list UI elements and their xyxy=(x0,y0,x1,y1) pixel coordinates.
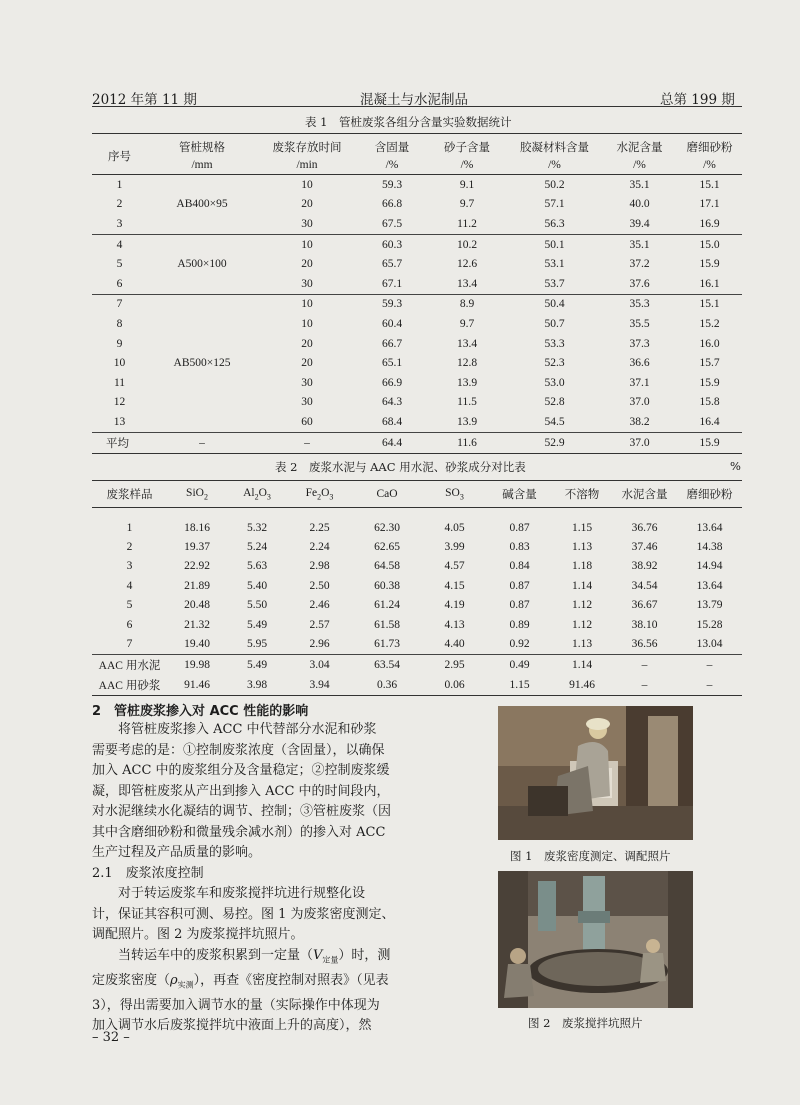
table1-header-unit: /% xyxy=(633,159,646,171)
table1-average-cell: – xyxy=(147,432,257,453)
table2-cell: 36.56 xyxy=(631,638,658,651)
table1-cell: 30 xyxy=(301,217,313,230)
table1-average-cell: 15.9 xyxy=(677,432,742,453)
table1-cell: 7 xyxy=(92,294,147,314)
table1-caption: 表 1 管桩废浆各组分含量实验数据统计 xyxy=(305,115,512,129)
table1-average-cell: 37.0 xyxy=(602,432,677,453)
table2-cell: 4.05 xyxy=(444,521,465,534)
table1-cell: 16.1 xyxy=(699,277,720,290)
table-row xyxy=(92,294,742,314)
header-total-issue: 总第 199 期 xyxy=(660,92,735,108)
table1-cell: 67.5 xyxy=(381,217,403,230)
table1-header-cell: 含固量 xyxy=(374,142,410,154)
table2-cell: – xyxy=(641,678,648,691)
table1-cell: 13.9 xyxy=(456,376,478,389)
table1-header-unit: /mm xyxy=(191,159,213,171)
table1-cell: 65.7 xyxy=(381,258,403,271)
table2-cell: – xyxy=(612,654,677,675)
table2-cell: 1.13 xyxy=(571,638,593,651)
table2-cell: 14.38 xyxy=(696,541,723,554)
table1 xyxy=(92,133,742,454)
table2-cell: – xyxy=(677,654,742,675)
table2-cell: 3.98 xyxy=(246,678,268,691)
table2-cell: 14.94 xyxy=(696,560,723,573)
table1-cell: 52.8 xyxy=(544,396,565,409)
table1-cell: 30 xyxy=(301,376,313,389)
table2-cell: 3.99 xyxy=(444,541,465,554)
table1-cell: 11.2 xyxy=(457,217,477,230)
section2-1-title: 2.1 废浆浓度控制 xyxy=(92,866,204,881)
table2-cell: 34.54 xyxy=(631,579,658,592)
table2-cell: 91.46 xyxy=(569,678,595,691)
table2-cell: – xyxy=(706,678,713,691)
table1-cell: 53.0 xyxy=(544,376,565,389)
table1-cell: 16.0 xyxy=(699,337,720,350)
table1-cell: 50.1 xyxy=(507,234,602,254)
table1-header-unit: /% xyxy=(460,159,474,171)
table2-cell: 4.19 xyxy=(444,599,465,612)
table1-cell: 50.2 xyxy=(544,178,565,191)
table1-cell: 13 xyxy=(113,415,126,428)
table2-cell: 5.63 xyxy=(246,560,268,573)
table1-average-cell: 64.4 xyxy=(357,432,427,453)
table1-cell: 60.4 xyxy=(381,317,403,330)
table1-cell: 68.4 xyxy=(381,415,403,428)
table2-cell: 61.73 xyxy=(374,638,400,651)
table-row xyxy=(92,537,742,556)
table1-cell: 67.1 xyxy=(381,277,403,290)
table2-cell: 62.65 xyxy=(374,541,400,554)
table2-cell: 3 xyxy=(126,560,133,573)
table-row xyxy=(92,675,742,696)
table-row xyxy=(92,576,742,595)
table2-header-cell: $Fe_2O_3$ xyxy=(305,486,334,502)
table2-cell: 0.89 xyxy=(509,618,530,631)
table2-cell: 1.12 xyxy=(571,599,593,612)
table1-header-cell: 胶凝材料含量 xyxy=(520,142,589,154)
table1-cell: 15.1 xyxy=(677,294,742,314)
table2-cell: 0.36 xyxy=(376,678,398,691)
table1-cell: 12.8 xyxy=(456,357,478,370)
table2-cell: 15.28 xyxy=(696,618,723,631)
table2-header-cell: 磨细砂粉 xyxy=(686,489,733,501)
table2-cell: 5.24 xyxy=(246,541,268,554)
table1-cell: 20 xyxy=(301,258,313,271)
table2-cell: 1.15 xyxy=(509,678,530,691)
table1-cell: 16.9 xyxy=(699,217,720,230)
table1-cell: 37.1 xyxy=(629,376,650,389)
table1-cell: 8.9 xyxy=(427,294,507,314)
table1-cell: 64.3 xyxy=(381,396,403,409)
table2-cell: 21.89 xyxy=(184,579,210,592)
table2-cell: 5.49 xyxy=(246,618,268,631)
table1-cell: 56.3 xyxy=(544,217,565,230)
table2-cell: 2.95 xyxy=(422,654,487,675)
table1-average-cell: 平均 xyxy=(92,432,147,453)
table1-cell: 20 xyxy=(301,337,313,350)
table2 xyxy=(92,480,742,696)
page-number: – 32 – xyxy=(92,1030,130,1045)
table1-cell: 20 xyxy=(301,198,313,211)
table2-header-cell: $Al_2O_3$ xyxy=(243,486,271,502)
header-journal: 混凝土与水泥制品 xyxy=(360,92,468,108)
table1-cell: 15.2 xyxy=(699,317,720,330)
table1-header-cell: 水泥含量 xyxy=(616,142,663,154)
table1-cell: 37.3 xyxy=(629,337,650,350)
table1-header-cell: 废浆存放时间 xyxy=(272,142,342,154)
table1-cell: 15.0 xyxy=(677,234,742,254)
table1-cell: 11 xyxy=(113,376,126,389)
table2-cell: 6 xyxy=(126,618,133,631)
table2-cell: 5.50 xyxy=(246,599,268,612)
table2-cell: 2.24 xyxy=(309,541,330,554)
table1-cell: 12 xyxy=(113,396,126,409)
table1-header-row xyxy=(92,134,742,157)
table1-cell: 52.3 xyxy=(544,357,565,370)
table-row xyxy=(92,654,742,675)
table2-cell: 0.92 xyxy=(509,638,530,651)
table2-cell: 4.13 xyxy=(444,618,465,631)
section2-1-paragraph: 对于转运废浆车和废浆搅拌坑进行规整化设 计，保证其容积可测、易控。图 1 为废浆密度测定、 调配照片。图 2 为废浆搅拌坑照片。 当转运车中的废浆积累到一定量$(V_{定量})$时，测 定废浆密度$(\rho_{实测})$，再查《密度控制对照表》（见表 3），得出需要加入调节水的量（实际操作中体现为 加入调节水后废浆搅拌坑中液面上升的高度），然 xyxy=(92,886,395,1034)
table1-cell: 53.7 xyxy=(544,277,565,290)
table2-cell: 5.49 xyxy=(227,654,287,675)
table1-cell: 10 xyxy=(301,178,313,191)
table2-cell: 21.32 xyxy=(184,618,210,631)
table2-cell: 1.14 xyxy=(552,654,612,675)
table1-cell: 5 xyxy=(116,258,123,271)
table2-header-cell: 碱含量 xyxy=(502,489,537,501)
table2-cell: 20.48 xyxy=(184,599,210,612)
table1-cell: 15.9 xyxy=(699,258,720,271)
table-row xyxy=(92,508,742,538)
table1-cell: 37.6 xyxy=(629,277,650,290)
table2-cell: 2.46 xyxy=(309,599,330,612)
table1-cell: 1 xyxy=(116,178,123,191)
table2-cell: 18.16 xyxy=(184,521,210,534)
table1-cell: 20 xyxy=(301,357,313,370)
figure2-photo xyxy=(498,871,693,1008)
table1-cell: 10 xyxy=(113,357,126,370)
table1-average-cell: 11.6 xyxy=(427,432,507,453)
table1-spec-cell: A500×100 xyxy=(147,234,257,294)
table-row xyxy=(92,596,742,615)
table2-cell: 60.38 xyxy=(374,579,400,592)
table1-header-unit: /% xyxy=(385,159,399,171)
table2-cell: 13.64 xyxy=(696,521,723,534)
figure1-photo xyxy=(498,706,693,840)
table1-spec-cell: AB500×125 xyxy=(147,294,257,432)
table1-header-row xyxy=(92,156,742,175)
table1-cell: 9.7 xyxy=(459,198,475,211)
table2-cell: 36.76 xyxy=(631,521,658,534)
table2-header-cell: 水泥含量 xyxy=(621,489,668,501)
table2-cell: 63.54 xyxy=(352,654,422,675)
table-row xyxy=(92,634,742,654)
table2-cell: 19.40 xyxy=(184,638,210,651)
table1-cell: 37.0 xyxy=(629,396,650,409)
table1-cell: 35.5 xyxy=(629,317,650,330)
table1-cell: 9 xyxy=(116,337,123,350)
table-row xyxy=(92,557,742,576)
table1-cell: 35.1 xyxy=(629,178,650,191)
table1-cell: 10 xyxy=(301,317,313,330)
table1-cell: 2 xyxy=(116,198,123,211)
table1-cell: 13.4 xyxy=(456,277,478,290)
table2-cell: 0.87 xyxy=(509,599,530,612)
table2-cell: 5.32 xyxy=(246,521,268,534)
table1-cell: 15.7 xyxy=(699,357,720,370)
table2-cell: 1.18 xyxy=(571,560,593,573)
table1-cell: 15.1 xyxy=(699,178,720,191)
table1-cell: 65.1 xyxy=(381,357,403,370)
table2-header-cell: 不溶物 xyxy=(564,489,600,501)
table2-cell: 0.49 xyxy=(487,654,552,675)
table1-cell: 39.4 xyxy=(629,217,650,230)
table1-cell: 30 xyxy=(301,396,313,409)
table1-cell: 13.4 xyxy=(456,337,478,350)
table1-cell: 9.1 xyxy=(459,178,475,191)
table2-cell: 37.46 xyxy=(631,541,658,554)
table2-caption: 表 2 废浆水泥与 AAC 用水泥、砂浆成分对比表 xyxy=(275,460,526,474)
table2-cell: 0.87 xyxy=(509,579,530,592)
table-row xyxy=(92,175,742,195)
table2-cell: 0.84 xyxy=(509,560,530,573)
table2-cell: 5.95 xyxy=(246,638,268,651)
table1-cell: 36.6 xyxy=(629,357,650,370)
table2-cell: 61.24 xyxy=(374,599,400,612)
table1-cell: 66.9 xyxy=(381,376,403,389)
table2-cell: 2.25 xyxy=(309,521,330,534)
table2-cell: 38.92 xyxy=(631,560,658,573)
table1-header-cell: 管桩规格 xyxy=(179,142,225,154)
table1-cell: 9.7 xyxy=(459,317,475,330)
table1-header-cell: 砂子含量 xyxy=(444,142,490,154)
table2-header-cell: CaO xyxy=(376,488,398,500)
header-issue: 2012 年第 11 期 xyxy=(92,92,197,108)
table1-cell: 60.3 xyxy=(357,234,427,254)
table2-cell: 13.79 xyxy=(696,599,723,612)
table-row xyxy=(92,234,742,254)
table1-header-unit: /% xyxy=(548,159,561,171)
table2-cell: 13.04 xyxy=(696,638,723,651)
table2-cell: 62.30 xyxy=(374,521,400,534)
table2-header-cell: $SO_3$ xyxy=(445,486,464,502)
table1-average-cell: 52.9 xyxy=(507,432,602,453)
table1-average-cell: – xyxy=(257,432,357,453)
table1-header-cell: 序号 xyxy=(108,151,131,163)
table2-cell: 1.14 xyxy=(571,579,593,592)
table1-cell: 12.6 xyxy=(456,258,478,271)
table2-cell: 4.57 xyxy=(444,560,465,573)
table1-cell: 35.3 xyxy=(602,294,677,314)
table1-cell: 50.7 xyxy=(544,317,565,330)
table1-spec-cell: AB400×95 xyxy=(176,198,228,211)
table1-header-unit: /min xyxy=(296,159,318,171)
table1-cell: 15.8 xyxy=(699,396,720,409)
table2-header-cell: 废浆样品 xyxy=(106,489,153,501)
table1-cell: 35.1 xyxy=(602,234,677,254)
table1-cell: 40.0 xyxy=(629,198,650,211)
table1-cell: 57.1 xyxy=(544,198,565,211)
table2-cell: 7 xyxy=(126,638,133,651)
figure1-caption: 图 1 废浆密度测定、调配照片 xyxy=(510,849,671,863)
table1-cell: 11.5 xyxy=(457,396,477,409)
section2-title: 2 管桩废浆掺入对 ACC 性能的影响 xyxy=(92,704,309,719)
table1-cell: 3 xyxy=(116,217,123,230)
table2-cell: 1.12 xyxy=(571,618,593,631)
table2-cell: 3.04 xyxy=(287,654,352,675)
figure2-caption: 图 2 废浆搅拌坑照片 xyxy=(528,1016,643,1030)
table2-cell: AAC 用砂浆 xyxy=(98,679,161,692)
header-rule xyxy=(92,106,742,107)
table1-cell: 10 xyxy=(257,294,357,314)
table2-cell: 64.58 xyxy=(374,560,400,573)
table1-cell: 37.2 xyxy=(629,258,650,271)
table2-cell: 13.64 xyxy=(696,579,723,592)
table1-cell: 15.9 xyxy=(699,376,720,389)
table1-cell: 38.2 xyxy=(629,415,650,428)
table2-cell: 19.37 xyxy=(184,541,210,554)
table2-cell: 4.40 xyxy=(444,638,465,651)
table1-cell: 13.9 xyxy=(456,415,478,428)
table1-cell: 16.4 xyxy=(699,415,720,428)
table2-cell: 5 xyxy=(126,599,133,612)
table2-cell: 4.15 xyxy=(444,579,465,592)
table2-cell: 0.83 xyxy=(509,541,530,554)
table2-cell: AAC 用水泥 xyxy=(92,654,167,675)
table1-cell: 53.1 xyxy=(544,258,565,271)
table2-header-row xyxy=(92,481,742,508)
table1-cell: 17.1 xyxy=(699,198,720,211)
table1-cell: 10 xyxy=(257,234,357,254)
table1-header-unit: /% xyxy=(703,159,716,171)
table2-cell: 2.50 xyxy=(309,579,330,592)
table1-average-row xyxy=(92,432,742,453)
table2-cell: 2.96 xyxy=(309,638,330,651)
table2-cell: 22.92 xyxy=(184,560,210,573)
table2-unit: % xyxy=(730,459,741,473)
table2-cell: 2.57 xyxy=(309,618,330,631)
table2-cell: 36.67 xyxy=(631,599,658,612)
table2-cell: 2.98 xyxy=(309,560,330,573)
table2-cell: 0.87 xyxy=(509,521,530,534)
table-row xyxy=(92,615,742,634)
table2-cell: 1.15 xyxy=(571,521,593,534)
table1-cell: 66.8 xyxy=(381,198,403,211)
table1-cell: 53.3 xyxy=(544,337,565,350)
table2-cell: 0.06 xyxy=(444,678,465,691)
table1-cell: 4 xyxy=(92,234,147,254)
table1-cell: 59.3 xyxy=(357,294,427,314)
table1-cell: 54.5 xyxy=(544,415,565,428)
table2-cell: 19.98 xyxy=(167,654,227,675)
table2-cell: 91.46 xyxy=(184,678,210,691)
table2-cell: 1.13 xyxy=(571,541,593,554)
table1-cell: 66.7 xyxy=(381,337,403,350)
table2-cell: 4 xyxy=(126,579,133,592)
table1-cell: 59.3 xyxy=(381,178,403,191)
table1-header-cell: 磨细砂粉 xyxy=(686,142,733,154)
table2-cell: 5.40 xyxy=(246,579,268,592)
table2-cell: 1 xyxy=(126,521,133,534)
table2-cell: 2 xyxy=(126,541,133,554)
table1-cell: 8 xyxy=(116,317,123,330)
table1-cell: 60 xyxy=(301,415,313,428)
table2-cell: 61.58 xyxy=(374,618,400,631)
table1-cell: 6 xyxy=(116,277,123,290)
table1-cell: 10.2 xyxy=(427,234,507,254)
table2-header-cell: SiO$_2$ xyxy=(186,486,208,502)
table2-cell: 38.10 xyxy=(631,618,658,631)
table2-cell: 3.94 xyxy=(309,678,330,691)
section2-paragraph1: 将管桩废浆掺入 ACC 中代替部分水泥和砂浆 需要考虑的是：①控制废浆浓度（含固量），以确保 加入 ACC 中的废浆组分及含量稳定；②控制废浆缓 凝，即管桩废浆从产出到掺入 ACC 中的时间段内， 对水泥继续水化凝结的调节、控制；③管桩废浆（因 其中含磨细砂粉和微量残余减水剂）的掺入对 ACC 生产过程及产品质量的影响。 xyxy=(92,722,392,860)
table1-cell: 30 xyxy=(301,277,313,290)
table1-cell: 50.4 xyxy=(507,294,602,314)
